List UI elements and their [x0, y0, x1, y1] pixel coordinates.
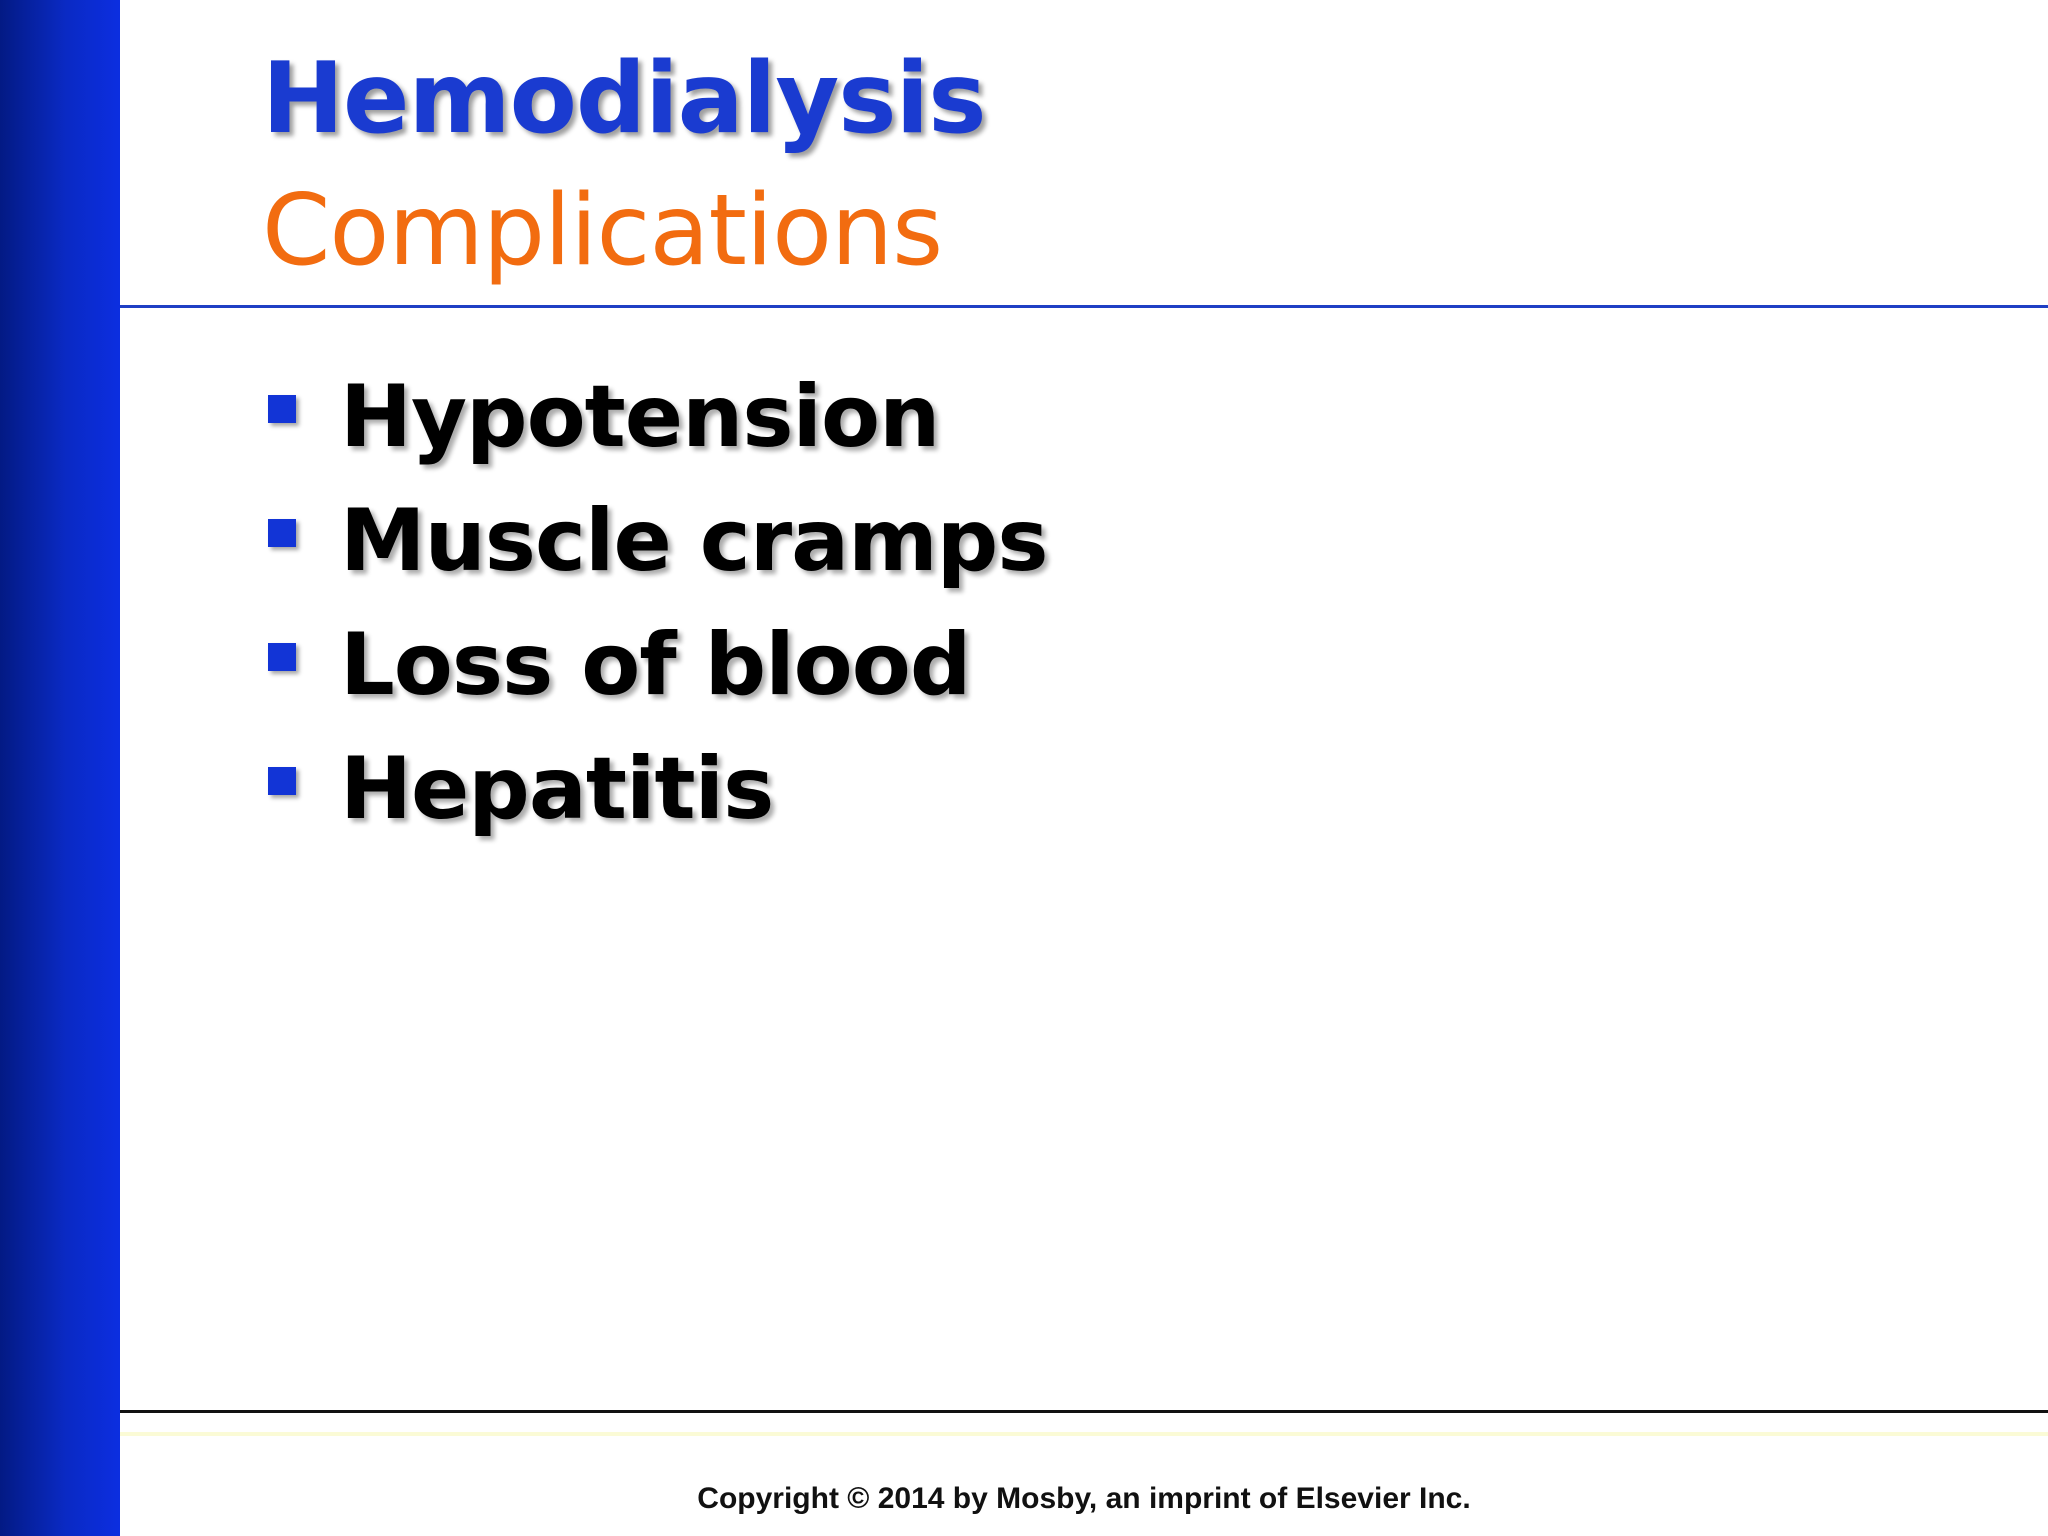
bullet-text: Hepatitis: [340, 739, 774, 839]
list-item: [262, 603, 1048, 727]
list-item: [262, 479, 1048, 603]
footer-highlight-line: [120, 1432, 2048, 1436]
slide-title: Hemodialysis: [262, 42, 986, 156]
bullet-text: Loss of blood: [340, 615, 971, 715]
list-item: [262, 355, 1048, 479]
title-divider: [120, 305, 2048, 308]
list-item: [262, 727, 1048, 851]
bullet-text: Hypotension: [340, 367, 940, 467]
copyright-notice: Copyright © 2014 by Mosby, an imprint of Elsevier Inc.: [697, 1482, 1471, 1515]
sidebar-stripe: [0, 0, 120, 1536]
slide-subtitle: Complications: [262, 174, 943, 288]
square-bullet-icon: [268, 643, 296, 671]
bullet-text: Muscle cramps: [340, 491, 1048, 591]
footer-divider: [120, 1410, 2048, 1413]
bullet-list: [262, 355, 1048, 851]
square-bullet-icon: [268, 519, 296, 547]
square-bullet-icon: [268, 395, 296, 423]
square-bullet-icon: [268, 767, 296, 795]
